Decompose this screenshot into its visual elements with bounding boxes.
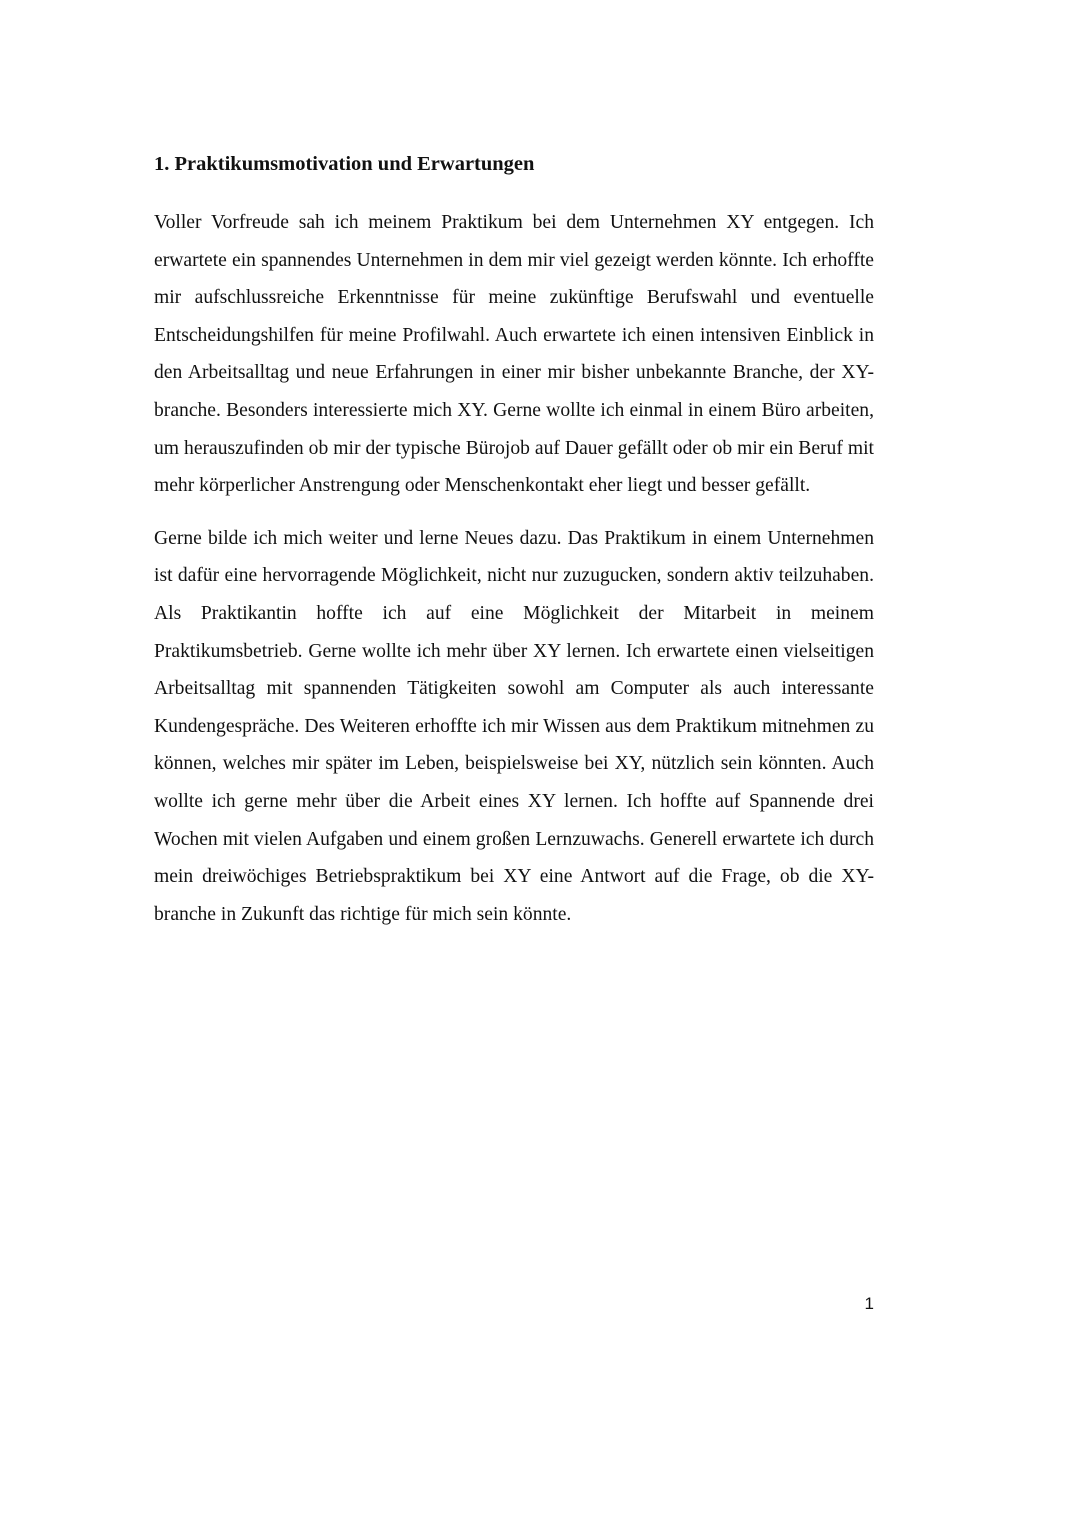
document-body	[154, 150, 874, 948]
paragraph-expectations: Gerne bilde ich mich weiter und lerne Neues dazu. Das Praktikum in einem Unternehmen ist dafür eine hervorragende Möglichkeit, nicht nur zuzugucken, sondern aktiv teilzuhaben. Als Praktikantin hoffte ich auf eine Möglichkeit der Mitarbeit in meinem Praktikumsbetrieb. Gerne wollte ich mehr über XY lernen. Ich erwartete einen vielseitigen Arbeitsalltag mit spannenden Tätigkeiten sowohl am Computer als auch interessante Kundengespräche. Des Weiteren erhoffte ich mir Wissen aus dem Praktikum mitnehmen zu können, welches mir später im Leben, beispielsweise bei XY, nützlich sein könnten. Auch wollte ich gerne mehr über die Arbeit eines XY lernen. Ich hoffte auf Spannende drei Wochen mit vielen Aufgaben und einem großen Lernzuwachs. Generell erwartete ich durch mein dreiwöchiges Betriebspraktikum bei XY eine Antwort auf die Frage, ob die XY-branche in Zukunft das richtige für mich sein könnte.	[154, 527, 874, 925]
page-number: 1	[864, 1294, 874, 1313]
paragraph-motivation: Voller Vorfreude sah ich meinem Praktikum bei dem Unternehmen XY entgegen. Ich erwartete ein spannendes Unternehmen in dem mir viel gezeigt werden könnte. Ich erhoffte mir aufschlussreiche Erkenntnisse für meine zukünftige Berufswahl und eventuelle Entscheidungshilfen für meine Profilwahl. Auch erwartete ich einen intensiven Einblick in den Arbeitsalltag und neue Erfahrungen in einer mir bisher unbekannte Branche, der XY-branche. Besonders interessierte mich XY. Gerne wollte ich einmal in einem Büro arbeiten, um herauszufinden ob mir der typische Bürojob auf Dauer gefällt oder ob mir ein Beruf mit mehr körperlicher Anstrengung oder Menschenkontakt eher liegt und besser gefällt.	[154, 212, 874, 497]
section-heading: 1. Praktikumsmotivation und Erwartungen	[154, 153, 535, 175]
